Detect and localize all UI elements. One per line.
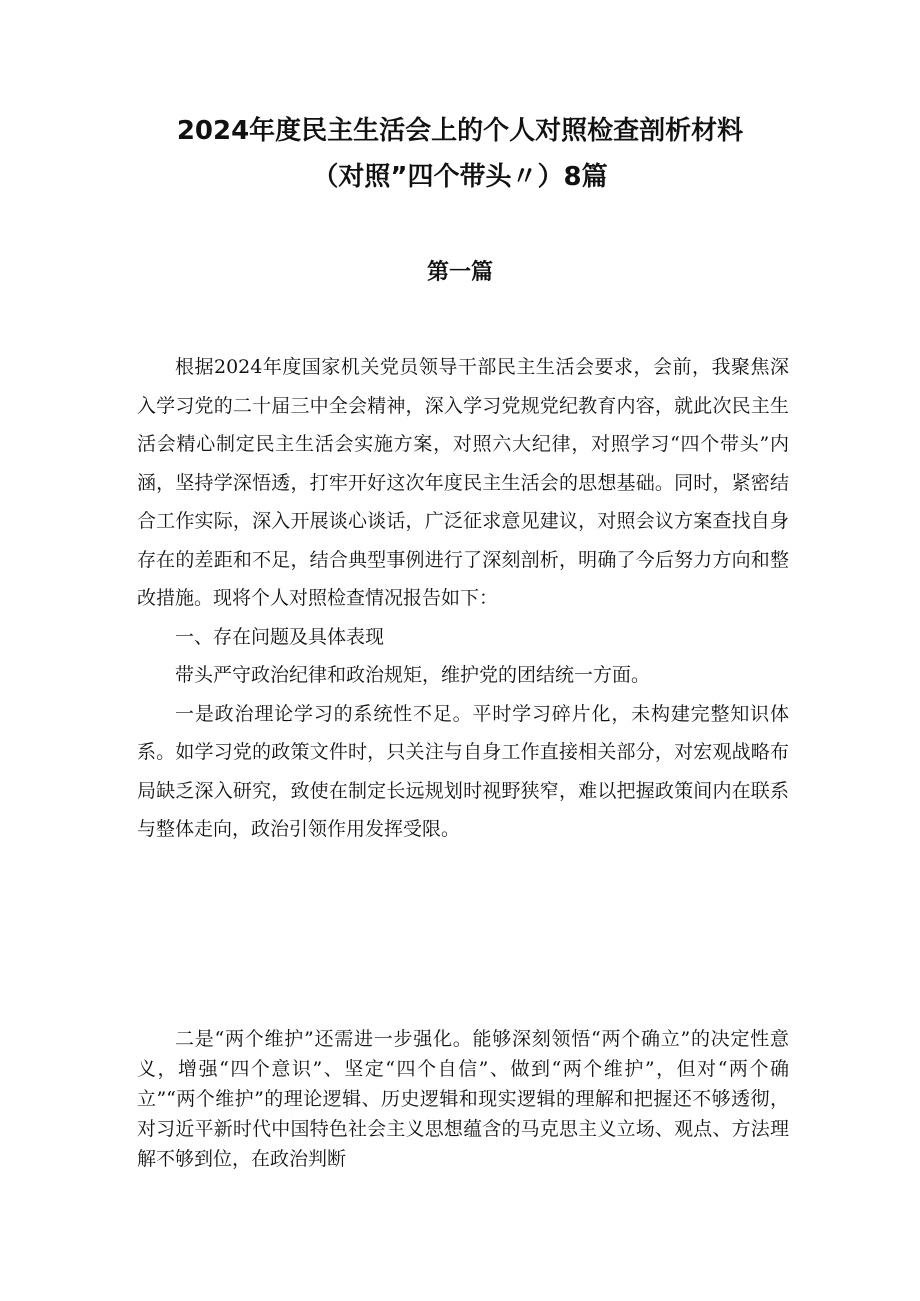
document-title-line-2: （对照”四个带头〃）8篇 — [312, 162, 608, 192]
point-two-paragraph: 二是“两个维护”还需进一步强化。能够深刻领悟“两个确立”的决定性意义，增强“四个意识”、坚定“四个自信”、做到“两个维护”，但对“两个确立”“两个维护”的理论逻辑、历史逻辑和现实逻辑的理解和把握还不够透彻，对习近平新时代中国特色社会主义思想蕴含的马克思主义立场、观点、方法理解不够到位，在政治判断 — [137, 1028, 789, 1170]
section-heading-problems: 一、存在问题及具体表现 — [175, 625, 385, 648]
point-one-paragraph: 一是政治理论学习的系统性不足。平时学习碎片化，未构建完整知识体系。如学习党的政策文件时，只关注与自身工作直接相关部分，对宏观战略布局缺乏深入研究，致使在制定长远规划时视野狭窄，难以把握政策间内在联系与整体走向，政治引领作用发挥受限。 — [137, 702, 789, 840]
intro-paragraph: 根据2024年度国家机关党员领导干部民主生活会要求，会前，我聚焦深入学习党的二十届三中全会精神，深入学习党规党纪教育内容，就此次民主生活会精心制定民主生活会实施方案，对照六大纪律，对照学习“四个带头”内涵，坚持学深悟透，打牢开好这次年度民主生活会的思想基础。同时，紧密结合工作实际，深入开展谈心谈话，广泛征求意见建议，对照会议方案查找自身存在的差距和不足，结合典型事例进行了深刻剖析，明确了今后努力方向和整改措施。现将个人对照检查情况报告如下： — [137, 356, 789, 609]
document-title-line-1: 2024年度民主生活会上的个人对照检查剖析材料 — [176, 116, 744, 146]
chapter-heading: 第一篇 — [426, 260, 493, 285]
subsection-heading-discipline: 带头严守政治纪律和政治规矩，维护党的团结统一方面。 — [175, 664, 651, 686]
body-text-block-2 — [137, 1024, 789, 1174]
body-text-block-1 — [137, 348, 789, 849]
